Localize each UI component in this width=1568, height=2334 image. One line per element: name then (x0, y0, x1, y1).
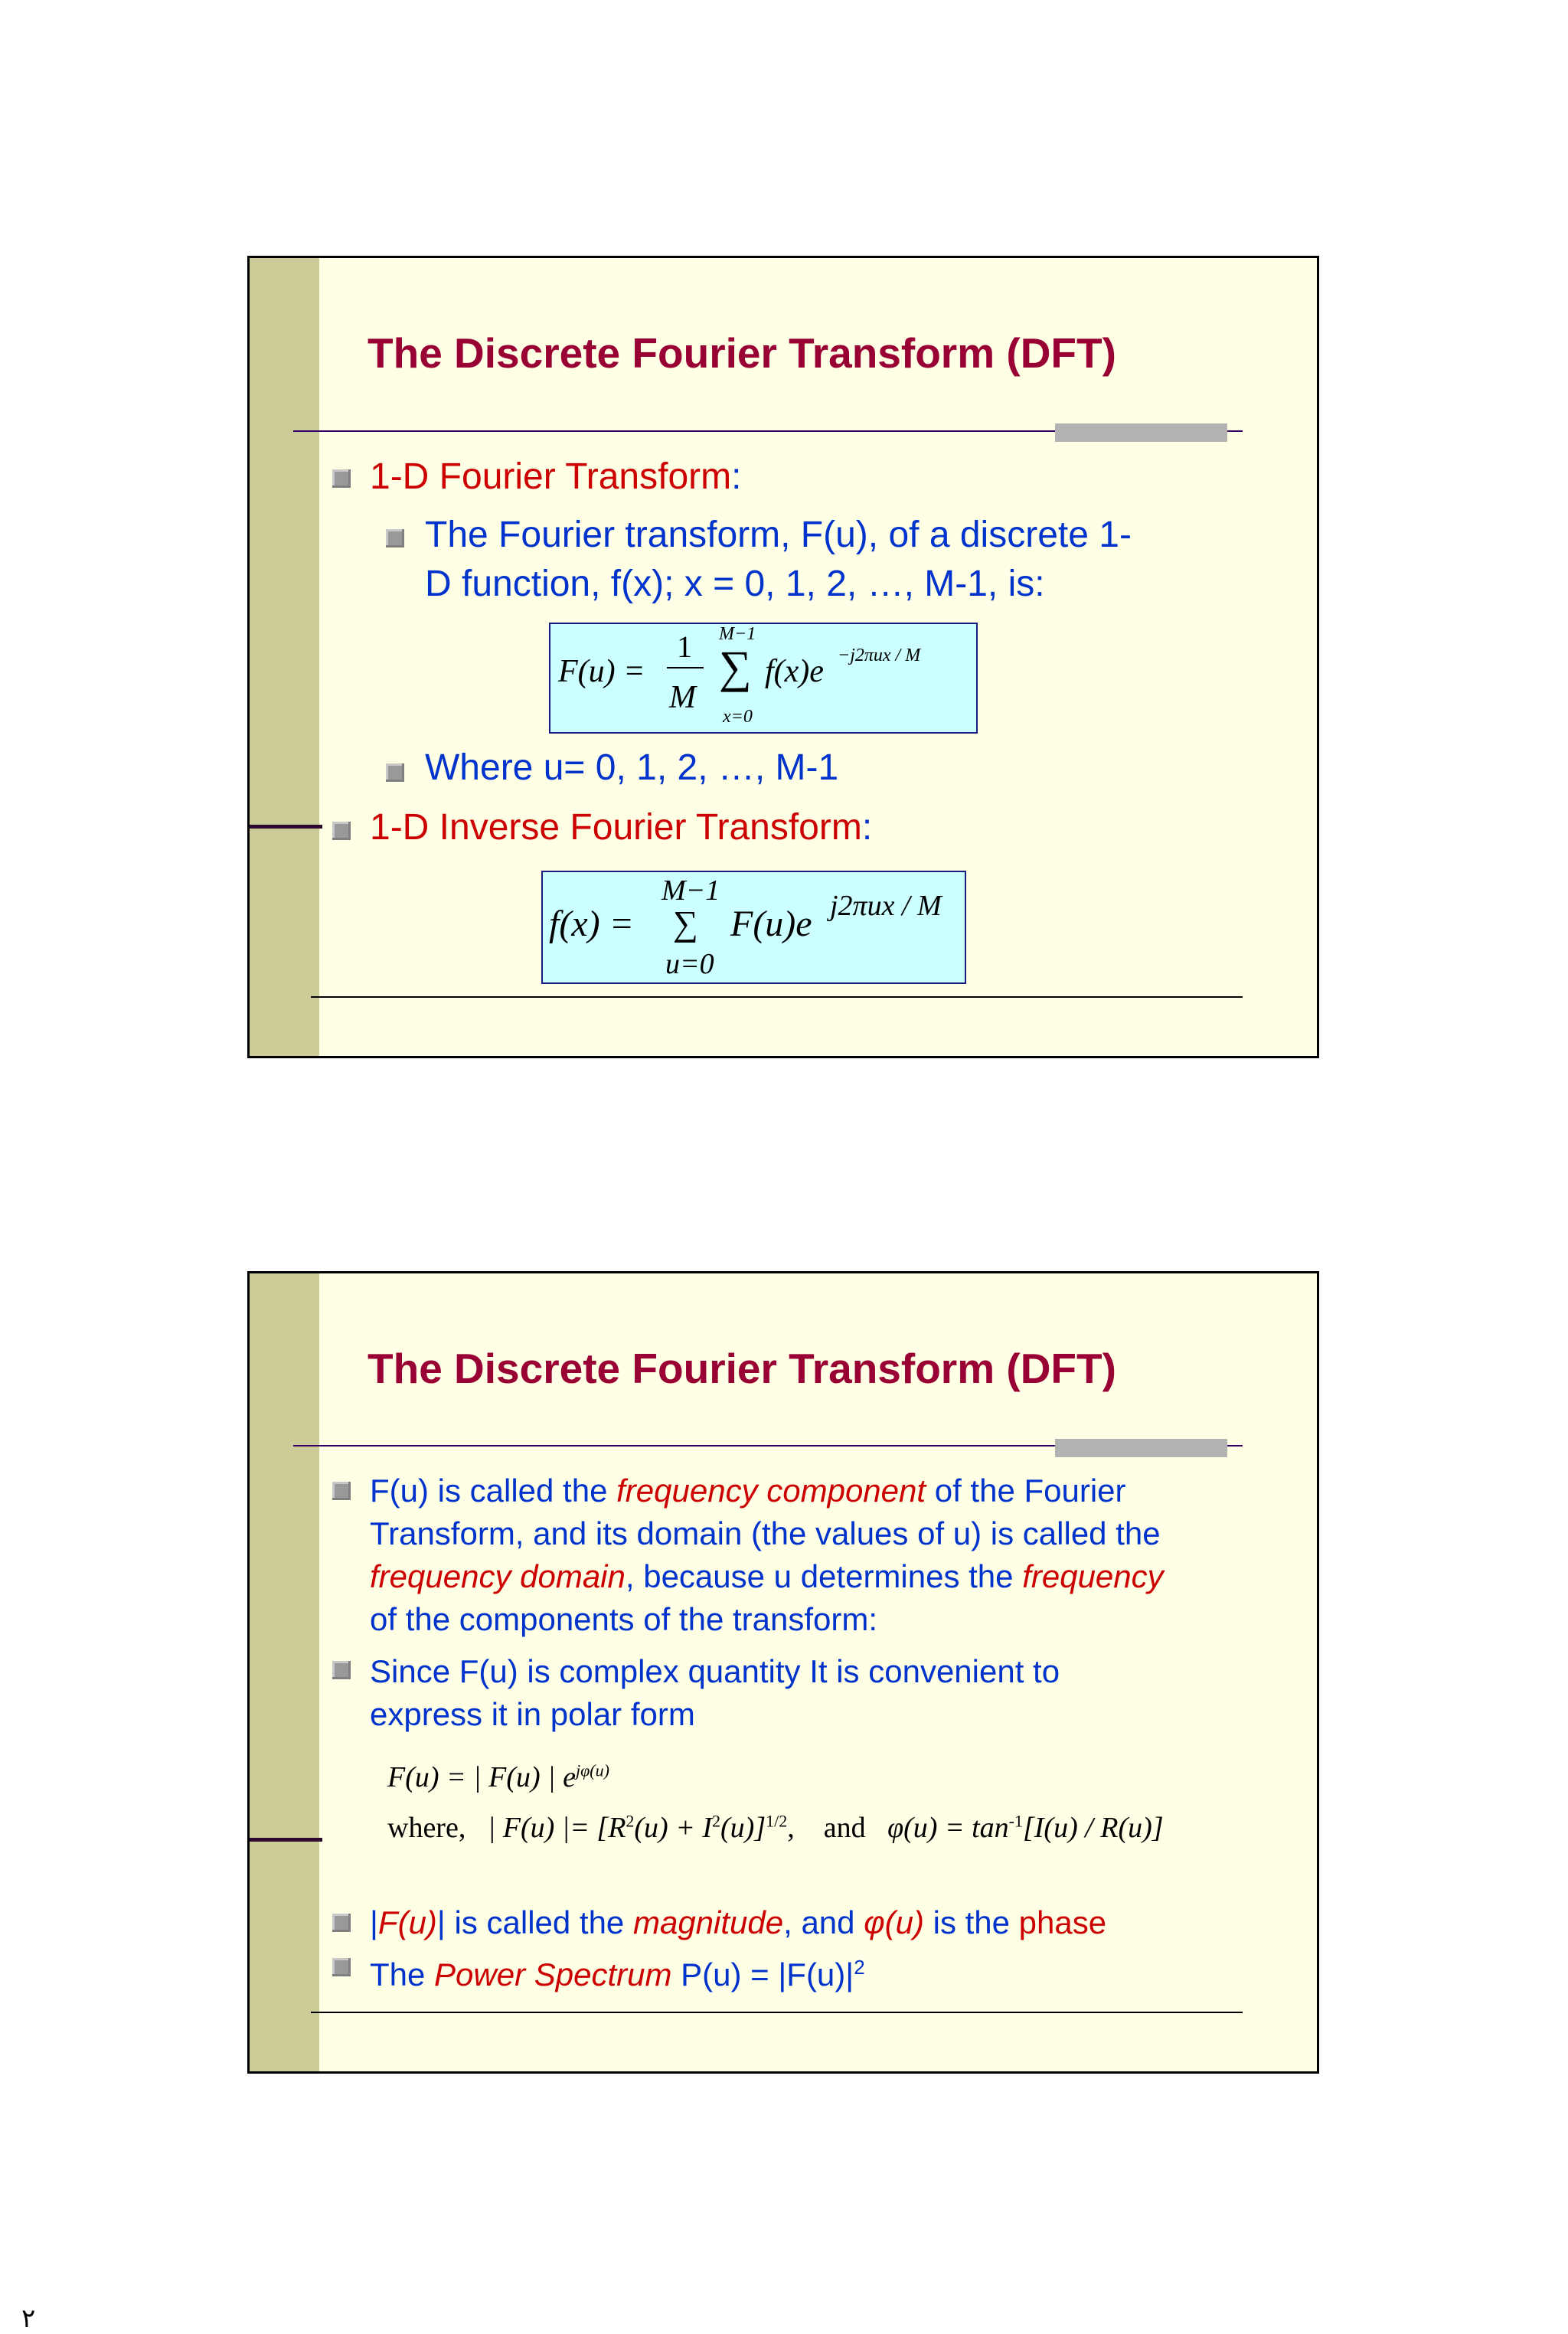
fraction-bar (667, 667, 704, 668)
phase-formula: φ(u) = tan (887, 1812, 1009, 1844)
superscript: 2 (854, 1956, 865, 1979)
paragraph-line: of the components of the transform: (370, 1601, 878, 1637)
text-run: | is called the (436, 1904, 633, 1940)
term-phase: phase (1018, 1904, 1107, 1940)
bullet-square-icon (332, 1914, 351, 1932)
slide-title: The Discrete Fourier Transform (DFT) (368, 1345, 1116, 1392)
sub-bullet-where: Where u= 0, 1, 2, …, M-1 (425, 747, 839, 788)
bullet-square-icon (332, 1661, 351, 1679)
dft-formula (549, 623, 978, 734)
term-frequency-domain: frequency domain (370, 1558, 626, 1594)
bullet-square-icon (332, 1482, 351, 1500)
slide-dft-polar-form (247, 1271, 1319, 2074)
slide-title: The Discrete Fourier Transform (DFT) (368, 329, 1116, 377)
sum-upper-limit: M−1 (662, 874, 720, 907)
sum-lower-limit: x=0 (723, 707, 753, 727)
bullet-label: 1-D Fourier Transform (370, 456, 732, 497)
fraction-denominator: M (669, 680, 696, 715)
text-run: | (370, 1904, 378, 1940)
bottom-divider (311, 996, 1243, 998)
bullet-square-icon (332, 469, 351, 488)
polar-equation-exponent: jφ(u) (575, 1760, 609, 1780)
term-f-of-u: F(u) (377, 1904, 437, 1940)
title-divider-accent (1055, 423, 1227, 442)
polar-equation (387, 1760, 609, 1794)
superscript: 1/2 (766, 1811, 788, 1831)
bullet-square-icon (386, 763, 404, 782)
bullet-square-icon (386, 529, 404, 548)
side-tick-mark (250, 1838, 322, 1842)
bullet-inverse-fourier (370, 806, 872, 848)
magnitude-phase-bullet (370, 1901, 1106, 1944)
magnitude-formula: | F(u) |= [R (487, 1812, 626, 1844)
paragraph-line (370, 1469, 1164, 1512)
text-run: , because u determines the (625, 1558, 1023, 1594)
text-run: F(u) is called the (370, 1473, 617, 1509)
slide-side-bar (250, 258, 319, 1056)
paragraph-line (370, 1555, 1164, 1598)
formula-lhs: F(u) = (558, 654, 645, 689)
sub-bullet-line-2: D function, f(x); x = 0, 1, 2, …, M-1, is: (425, 564, 1045, 604)
text-run: is the (923, 1904, 1019, 1940)
inverse-dft-formula (541, 871, 966, 984)
magnitude-formula: (u)] (720, 1812, 766, 1844)
slide-dft-definition (247, 256, 1319, 1058)
text-run: The (370, 1956, 435, 1992)
term-magnitude: magnitude (632, 1904, 784, 1940)
sum-upper-limit: M−1 (719, 624, 756, 644)
polar-equation-body: F(u) = | F(u) | e (387, 1761, 576, 1793)
and-label: and (823, 1812, 866, 1844)
side-tick-mark (250, 825, 322, 829)
sum-symbol: ∑ (719, 642, 752, 692)
bullet-label: 1-D Inverse Fourier Transform (370, 807, 862, 848)
bottom-divider (311, 2012, 1243, 2013)
phase-formula: [I(u) / R(u)] (1022, 1812, 1164, 1844)
sum-symbol: ∑ (673, 904, 698, 943)
formula-lhs: f(x) = (549, 904, 634, 944)
text-run: P(u) = |F(u)| (671, 1956, 854, 1992)
superscript: 2 (626, 1811, 635, 1831)
bullet-square-icon (332, 822, 351, 840)
term-frequency: frequency (1022, 1558, 1164, 1594)
bullet-square-icon (332, 1958, 351, 1976)
formula-body: F(u)e (730, 904, 812, 944)
title-divider-accent (1055, 1439, 1227, 1457)
formula-exponent: −j2πux / M (838, 646, 921, 665)
term-power-spectrum: Power Spectrum (434, 1956, 672, 1992)
magnitude-formula: (u) + I (634, 1812, 713, 1844)
where-label: where, (387, 1812, 466, 1844)
sum-lower-limit: u=0 (665, 948, 714, 980)
superscript: 2 (712, 1811, 721, 1831)
fraction-numerator: 1 (677, 629, 692, 664)
paragraph-line: express it in polar form (370, 1696, 695, 1732)
paragraph-line: Transform, and its domain (the values of u) is called the (370, 1515, 1161, 1551)
bullet-colon: : (861, 807, 873, 848)
magnitude-phase-equations (387, 1811, 1164, 1845)
slide-side-bar (250, 1273, 319, 2071)
power-spectrum-bullet (370, 1946, 865, 1996)
comma: , (787, 1812, 795, 1844)
term-frequency-component: frequency component (616, 1473, 926, 1509)
text-run: , and (783, 1904, 864, 1940)
frequency-paragraph (370, 1469, 1164, 1641)
paragraph-line: Since F(u) is complex quantity It is convenient to (370, 1653, 1060, 1689)
polar-form-paragraph (370, 1650, 1060, 1736)
bullet-1d-fourier (370, 456, 741, 498)
superscript: -1 (1008, 1811, 1023, 1831)
sub-bullet-line-1: The Fourier transform, F(u), of a discrete 1- (425, 515, 1132, 555)
formula-body: f(x)e (765, 654, 824, 689)
text-run: of the Fourier (926, 1473, 1126, 1509)
bullet-colon: : (731, 456, 742, 497)
formula-exponent: j2πux / M (830, 890, 942, 922)
page-number: ٢ (21, 2303, 36, 2334)
term-phi-of-u: φ(u) (864, 1904, 924, 1940)
